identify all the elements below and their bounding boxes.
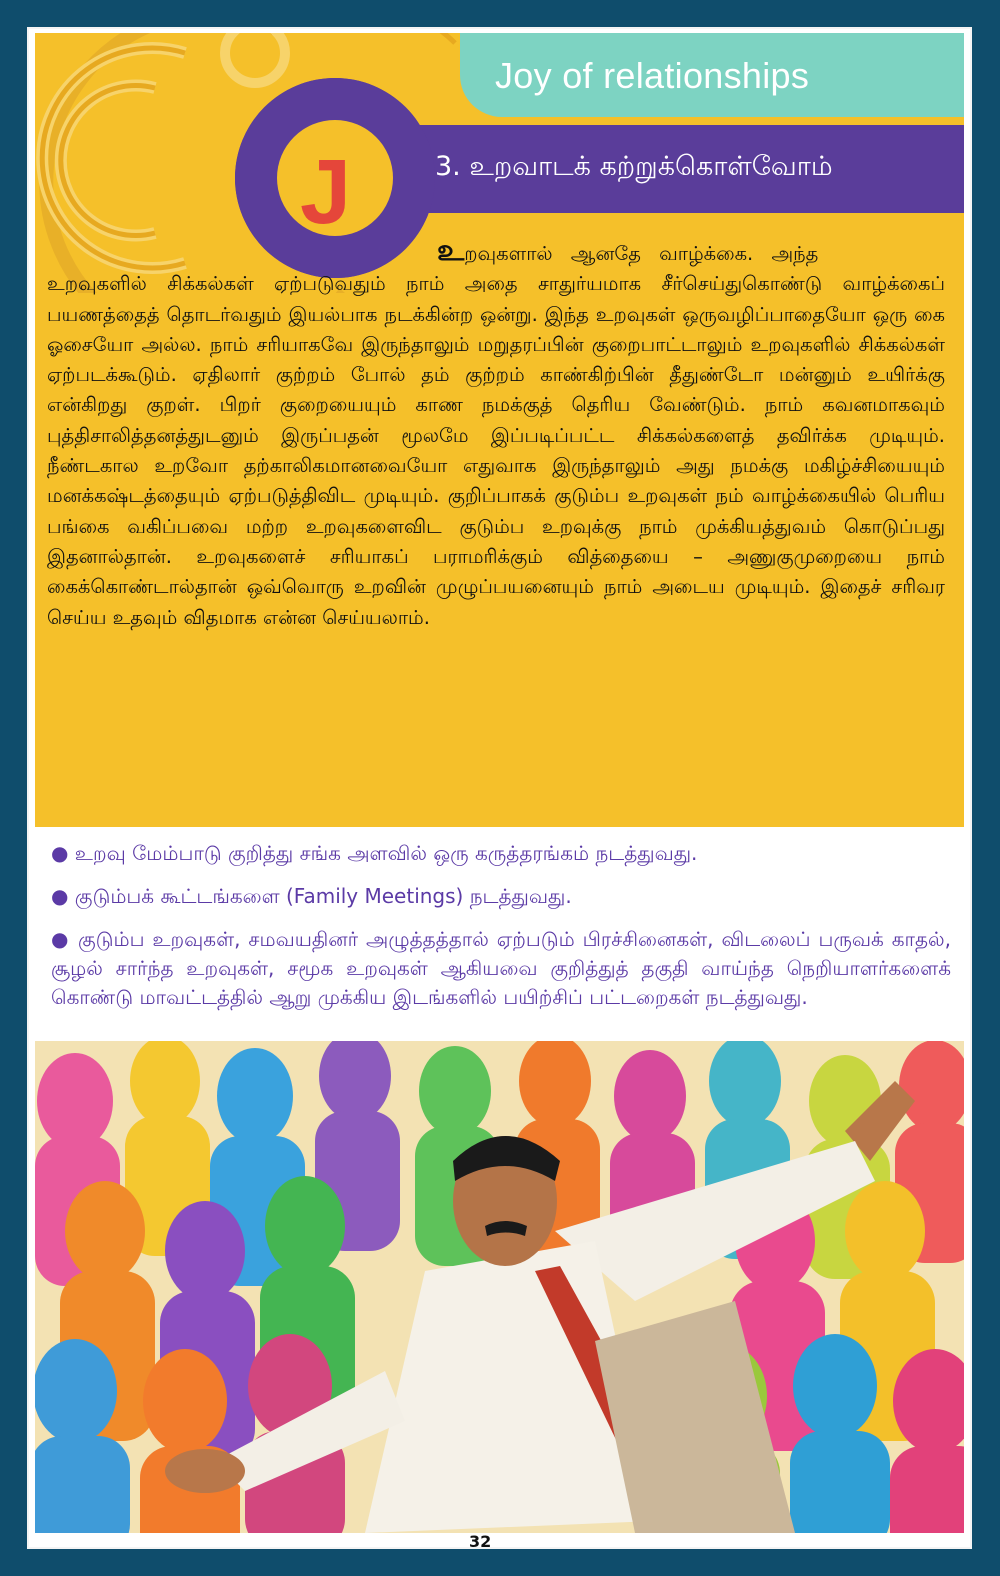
- bullet-item: ● உறவு மேம்பாடு குறித்து சங்க அளவில் ஒரு கருத்தரங்கம் நடத்துவது.: [51, 841, 698, 865]
- banner-title: Joy of relationships: [495, 55, 810, 96]
- section-title: 3. உறவாடக் கற்றுக்கொள்வோம்: [435, 151, 833, 182]
- magazine-page: [27, 27, 972, 1549]
- article-first-line: [47, 233, 945, 269]
- bullet-item: ● குடும்ப உறவுகள், சமவயதினர் அழுத்தத்தால் ஏற்படும் பிரச்சினைகள், விடலைப் பருவக் காதல், சூழல் சார்ந்த உறவுகள், சமூக உறவுகள் ஆகியவை குறித்துத் தகுதி வாய்ந்த நெறியாளர்களைக் கொண்டு மாவட்டத்தில் ஆறு முக்கிய இடங்களில் பயிற்சிப் பட்டறைகள் நடத்துவது.: [51, 927, 951, 1009]
- article-paragraph: உறவுகளில் சிக்கல்கள் ஏற்படுவதும் நாம் அதை சாதுர்யமாக சீர்செய்துகொண்டு வாழ்க்கைப் பயணத்தைத் தொடர்வதும் இயல்பாக நடக்கின்ற ஒன்று. இந்த உறவுகள் ஒருவழிப்பாதையோ ஒரு கை ஓசையோ அல்ல. நாம் சரியாகவே இருந்தாலும் மறுதரப்பின் குறைபாட்டாலும் உறவுகளில் சிக்கல்கள் ஏற்படக்கூடும். ஏதிலார் குற்றம் போல் தம் குற்றம் காண்கிற்பின் தீதுண்டோ மன்னும் உயிர்க்கு என்கிறது குறள். பிறர் குறையையும் காண நமக்குத் தெரிய வேண்டும். நாம் கவனமாகவும் புத்திசாலித்தனத்துடனும் இருப்பதன் மூலமே இப்படிப்பட்ட சிக்கல்களைத் தவிர்க்க முடியும். நீண்டகால உறவோ தற்காலிகமானவையோ எதுவாக இருந்தாலும் அது நமக்கு மகிழ்ச்சியையும் மனக்கஷ்டத்தையும் ஏற்படுத்திவிட முடியும். குறிப்பாகக் குடும்ப உறவுகள் நம் வாழ்க்கையில் பெரிய பங்கை வகிப்பவை மற்ற உறவுகளைவிட குடும்ப உறவுக்கு நாம் முக்கியத்துவம் கொடுப்பது இதனால்தான். உறவுகளைச் சரியாகப் பராமரிக்கும் வித்தையை – அணுகுமுறையை நாம் கைக்கொண்டால்தான் ஒவ்வொரு உறவின் முழுப்பயனையும் நாம் அடைய முடியும். இதைச் சரிவர செய்ய உதவும் விதமாக என்ன செய்யலாம்.: [47, 272, 945, 629]
- logo-letter: J: [300, 141, 352, 243]
- bullet-item: ● குடும்பக் கூட்டங்களை (Family Meetings) நடத்துவது.: [51, 884, 572, 908]
- drop-cap: உ: [437, 233, 465, 268]
- crowd-silhouettes-graphic: [35, 1041, 964, 1533]
- photo-illustration: [35, 1041, 964, 1533]
- bullet-list: [51, 839, 951, 1026]
- first-line-text: றவுகளால் ஆனதே வாழ்க்கை. அந்த: [464, 242, 819, 265]
- article-body: [47, 233, 945, 633]
- page-number: 32: [469, 1532, 492, 1549]
